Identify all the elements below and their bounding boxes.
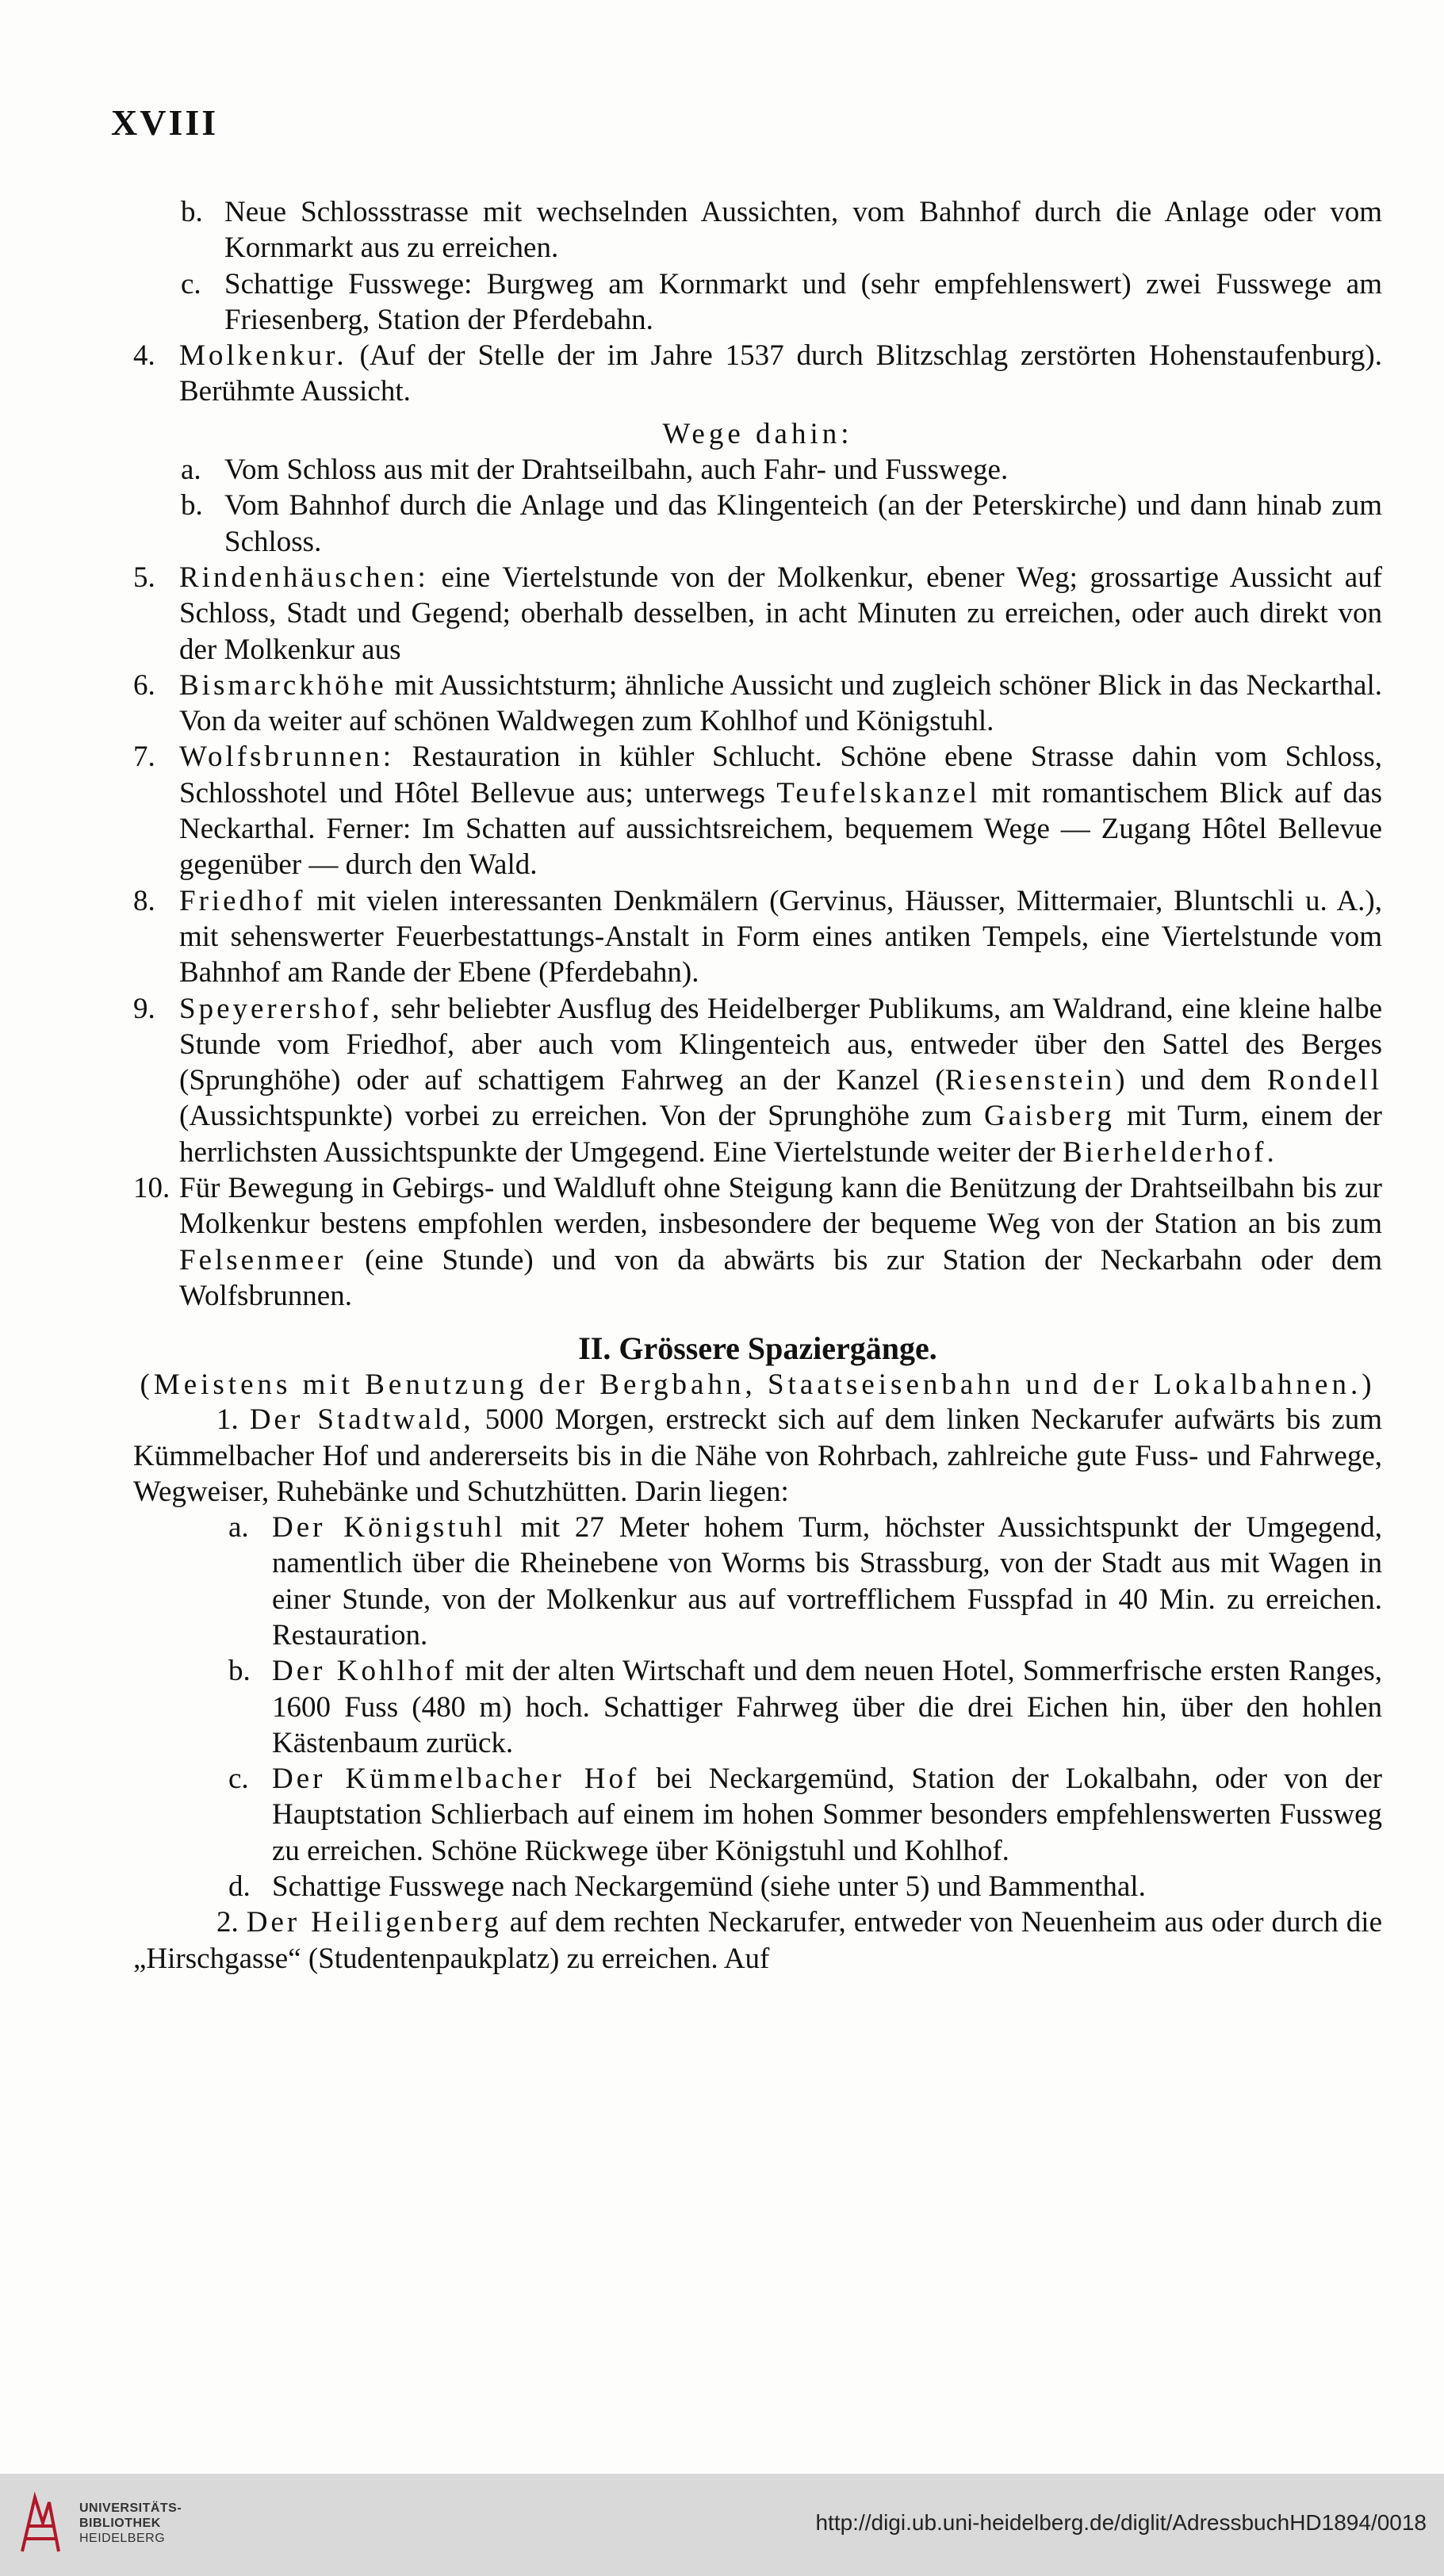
list-item-speyerershof [133,991,1382,1170]
footer-bar [0,2474,1444,2576]
list-item-friedhof [133,883,1382,991]
item-mark: 9. [133,992,155,1025]
place-name: Speyerershof, [179,992,383,1025]
place-name: Der Kümmelbacher Hof [272,1763,640,1796]
logo-line: UNIVERSITÄTS- [79,2501,182,2515]
item-text: (eine Stunde) und von da abwärts bis zur Station der Neckarbahn oder dem Wolfsbrunnen. [179,1243,1383,1312]
item-mark: b. [181,196,203,228]
item-text: Vom Schloss aus mit der Drahtseilbahn, auch Fahr- und Fusswege. [224,454,1009,487]
item-mark: a. [228,1511,249,1544]
source-url-link[interactable]: http://digi.ub.uni-heidelberg.de/diglit/AdressbuchHD1894/0018 [815,2510,1427,2535]
list-item [133,488,1382,560]
library-logo-text [79,2501,182,2546]
logo-line: HEIDELBERG [79,2532,166,2545]
place-name: Felsenmeer [179,1243,347,1277]
list-item-bismarckhoehe [133,668,1382,740]
item-text: mit vielen interessanten Denkmälern (Gervinus, Häusser, Mittermaier, Bluntschli u. A.), mit sehenswerter Feuerbestattungs-Anstalt in Form eines antiken Tempels, eine Viertelstunde vom Bahnhof am Rande der Ebene (Pferdebahn). [179,884,1382,989]
item-mark: 4. [133,339,155,373]
item-text: eine Viertelstunde von der Molkenkur, ebener Weg; grossartige Aussicht auf Schloss, Stadt und Gegend; oberhalb desselben, in acht Minuten zu erreichen, oder auch direkt von der Molkenkur aus [179,561,1383,666]
place-name: Rondell [1266,1064,1382,1097]
place-name: Riesenstein [944,1064,1116,1097]
item-mark: b. [228,1655,251,1688]
list-item-koenigstuhl [133,1510,1382,1653]
item-mark: 5. [133,561,155,594]
item-text: 5000 Morgen, erstreckt sich auf dem linken Neckarufer aufwärts bis zum Kümmelbacher Hof und andererseits bis in die Nähe von Rohrbach, zahlreiche gute Fuss- und Fahrwege, Wegweiser, Ruhebänke und Schutzhütten. Darin liegen: [133,1403,1383,1508]
item-mark: d. [228,1870,251,1904]
item-text: Schattige Fusswege: Burgweg am Kornmarkt und (sehr empfehlenswert) zwei Fusswege am Friesenberg, Station der Pferdebahn. [224,267,1382,336]
item-text: Schattige Fusswege nach Neckargemünd (siehe unter 5) und Bammenthal. [272,1870,1146,1904]
university-library-logo-icon [17,2491,63,2556]
item-mark: a. [181,454,201,487]
subheading-wege: Wege dahin: [662,417,853,450]
page-content [133,194,1382,1977]
item-text: (Auf der Stelle der im Jahre 1537 durch Blitzschlag zerstörten Hohenstaufenburg). Berühmte Aussicht. [179,339,1383,408]
item-text: mit Turm, einem der herrlichsten Aussichtspunkte der Umgegend. Eine Viertelstunde weiter der [179,1100,1383,1169]
item-text: (Aussichtspunkte) vorbei zu erreichen. Von der Sprunghöhe zum [179,1100,972,1133]
item-mark: c. [228,1763,249,1796]
item-text: auf dem rechten Neckarufer, entweder von Neuenheim aus oder durch die „Hirschgasse“ (Studentenpaukplatz) zu erreichen. Auf [133,1906,1382,1975]
place-name: Teufelskanzel [776,776,981,810]
item-mark: b. [181,489,203,522]
item-text: sehr beliebter Ausflug des Heidelberger Publikums, am Waldrand, eine kleine halbe Stunde vom Friedhof, aber auch vom Klingenteich aus, entweder über den Sattel des Berges (Sprunghöhe) oder auf schattigem Fahrweg an der Kanzel ( [179,992,1383,1097]
place-name: Wolfsbrunnen: [179,741,394,774]
list-item-kohlhof [133,1653,1382,1761]
item-text: mit Aussichtsturm; ähnliche Aussicht und zugleich schöner Blick in das Neckarthal. Von da weiter auf schönen Waldwegen zum Kohlhof und Königstuhl. [179,668,1383,738]
list-item [133,266,1382,339]
item-mark: 10. [133,1172,170,1205]
place-name: Der Heiligenberg [246,1906,502,1939]
place-name: Bismarckhöhe [179,668,387,702]
item-text: bei Neckargemünd, Station der Lokalbahn, oder von der Hauptstation Schlierbach auf einem im hohen Sommer besonders empfehlenswerten Fussweg zu erreichen. Schöne Rückwege über Königstuhl und Kohlhof. [272,1763,1383,1867]
place-name: Rindenhäuschen: [179,561,429,594]
list-item-rindenhaeuschen [133,560,1382,668]
item-mark: 8. [133,884,155,917]
list-item [133,452,1382,488]
item-text: Vom Bahnhof durch die Anlage und das Klingenteich (an der Peterskirche) und dann hinab zum Schloss. [224,489,1382,558]
page-number: XVIII [111,102,219,143]
item-text: Neue Schlossstrasse mit wechselnden Aussichten, vom Bahnhof durch die Anlage oder vom Kornmarkt aus zu erreichen. [224,196,1382,265]
item-text: mit romantischem Blick auf das Neckarthal. Ferner: Im Schatten auf aussichtsreichem, bequemem Wege — Zugang Hôtel Bellevue gegenüber — durch den Wald. [179,776,1383,882]
list-item-molkenkur [133,338,1382,410]
section-heading: II. Grössere Spaziergänge. [578,1330,937,1367]
item-text: mit der alten Wirtschaft und dem neuen Hotel, Sommerfrische ersten Ranges, 1600 Fuss (480 m) hoch. Schattiger Fahrweg über die drei Eichen hin, über den hohlen Kästenbaum zurück. [272,1655,1382,1759]
item-mark: c. [181,267,201,300]
section-subheading: (Meistens mit Benutzung der Bergbahn, Staatseisenbahn und der Lokalbahnen.) [140,1368,1376,1402]
list-item-walking-tip [133,1170,1382,1314]
item-mark: 6. [133,668,155,702]
list-item [133,194,1382,266]
paragraph-stadtwald [133,1402,1382,1510]
place-name: Der Stadtwald, [249,1403,474,1437]
list-item-wolfsbrunnen [133,739,1382,882]
list-item-fusswege [133,1869,1382,1904]
item-mark: 2. [216,1906,239,1939]
item-text: Für Bewegung in Gebirgs- und Waldluft ohne Steigung kann die Benützung der Drahtseilbahn bis zur Molkenkur bestens empfohlen werden, insbesondere der bequeme Weg von der Station an bis zum [179,1172,1382,1241]
place-name: Friedhof [179,884,306,917]
list-item-kuemmelbacher-hof [133,1761,1382,1869]
item-text: Restauration in kühler Schlucht. Schöne ebene Strasse dahin vom Schloss, Schlosshotel und Hôtel Bellevue aus; unterwegs [179,741,1382,810]
place-name: Molkenkur. [179,339,347,373]
place-name: Der Königstuhl [272,1511,506,1544]
place-name: Gaisberg [983,1100,1115,1133]
place-name: Der Kohlhof [272,1655,458,1688]
item-mark: 1. [216,1403,239,1437]
item-text: mit 27 Meter hohem Turm, höchster Aussichtspunkt der Umgegend, namentlich über die Rheinebene von Worms bis Strassburg, von der Stadt aus mit Wagen in einer Stunde, von der Molkenkur aus auf vortrefflichem Fusspfad in 40 Min. zu erreichen. Restauration. [272,1511,1382,1652]
paragraph-heiligenberg [133,1904,1382,1977]
item-text: ) und dem [1115,1064,1251,1097]
item-mark: 7. [133,741,155,774]
place-name: Bierhelderhof. [1062,1135,1277,1169]
logo-line: BIBLIOTHEK [79,2517,161,2530]
